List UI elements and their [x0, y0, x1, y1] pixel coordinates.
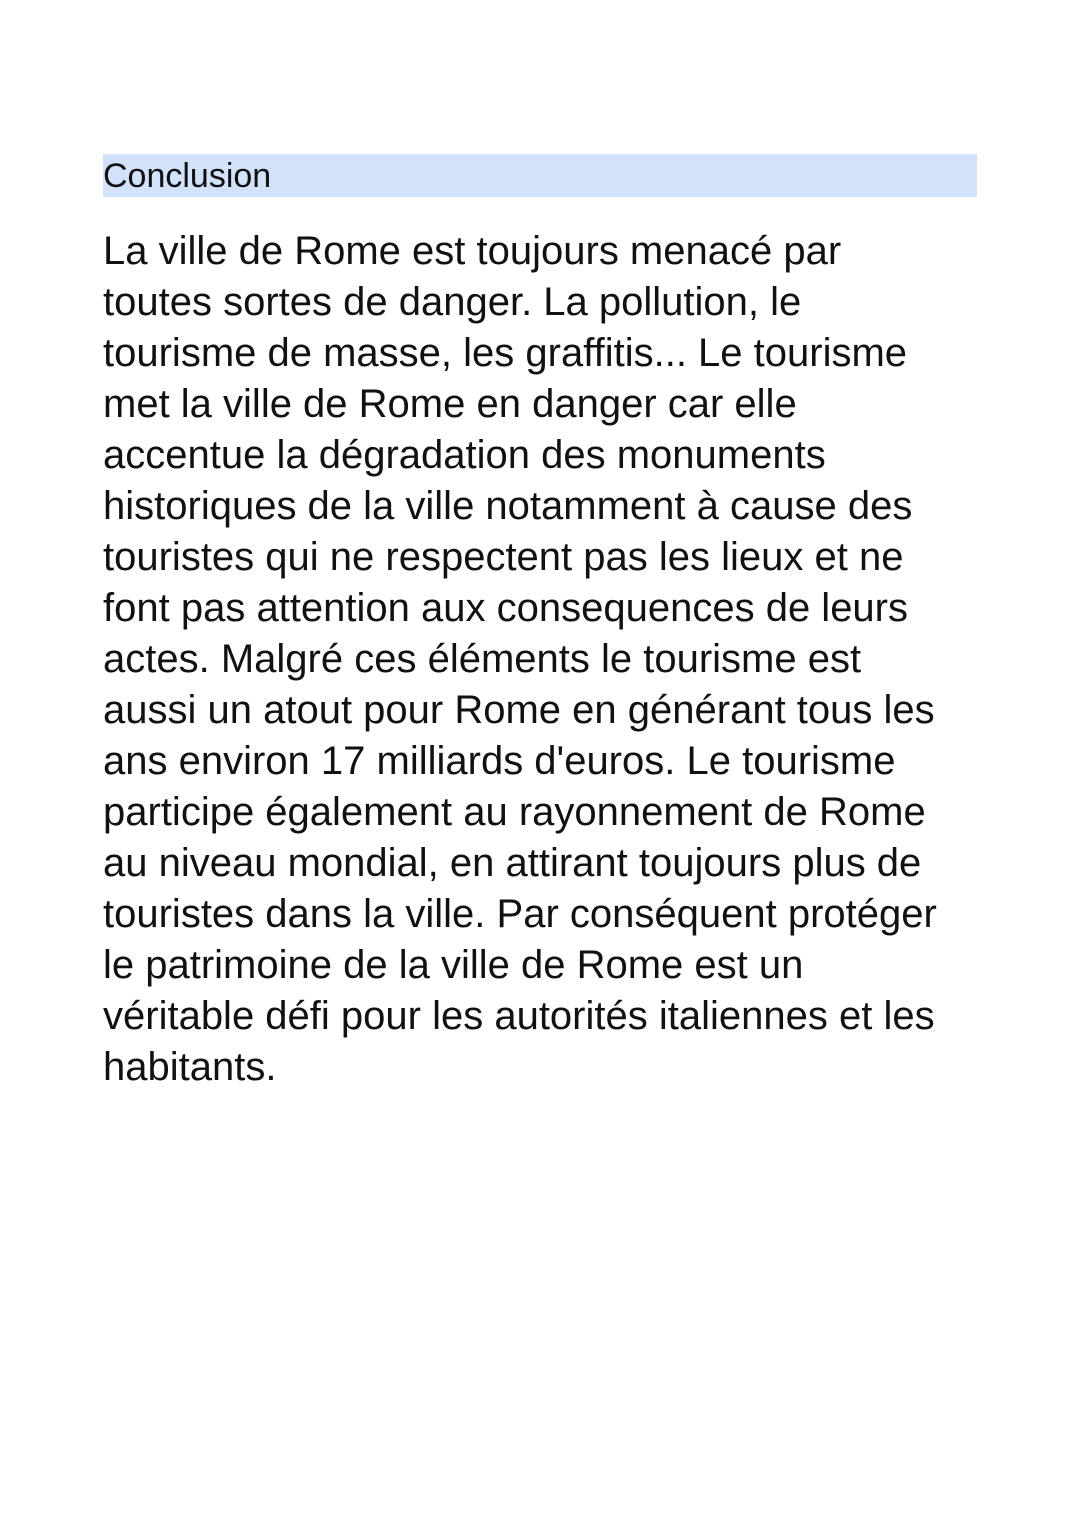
paragraph-line: La ville de Rome est toujours menacé par — [103, 229, 842, 273]
section-heading: Conclusion — [103, 157, 272, 195]
paragraph-line: aussi un atout pour Rome en générant tous les — [103, 688, 935, 732]
paragraph-line: touristes dans la ville. Par conséquent protéger — [103, 892, 937, 936]
paragraph-line: toutes sortes de danger. La pollution, le — [103, 280, 802, 324]
paragraph-line: participe également au rayonnement de Rome — [103, 790, 926, 834]
paragraph-line: ans environ 17 milliards d'euros. Le tourisme — [103, 739, 896, 783]
paragraph-line: font pas attention aux consequences de leurs — [103, 586, 908, 630]
paragraph-line: accentue la dégradation des monuments — [103, 433, 826, 477]
paragraph-line: touristes qui ne respectent pas les lieux et ne — [103, 535, 904, 579]
paragraph-line: véritable défi pour les autorités italiennes et les — [103, 994, 935, 1038]
conclusion-paragraph — [103, 226, 983, 1093]
paragraph-line: le patrimoine de la ville de Rome est un — [103, 943, 804, 987]
paragraph-line: tourisme de masse, les graffitis... Le tourisme — [103, 331, 908, 375]
paragraph-line: actes. Malgré ces éléments le tourisme est — [103, 637, 862, 681]
paragraph-line: met la ville de Rome en danger car elle — [103, 382, 797, 426]
paragraph-line: habitants. — [103, 1045, 277, 1089]
paragraph-line: historiques de la ville notamment à cause des — [103, 484, 913, 528]
paragraph-line: au niveau mondial, en attirant toujours plus de — [103, 841, 922, 885]
